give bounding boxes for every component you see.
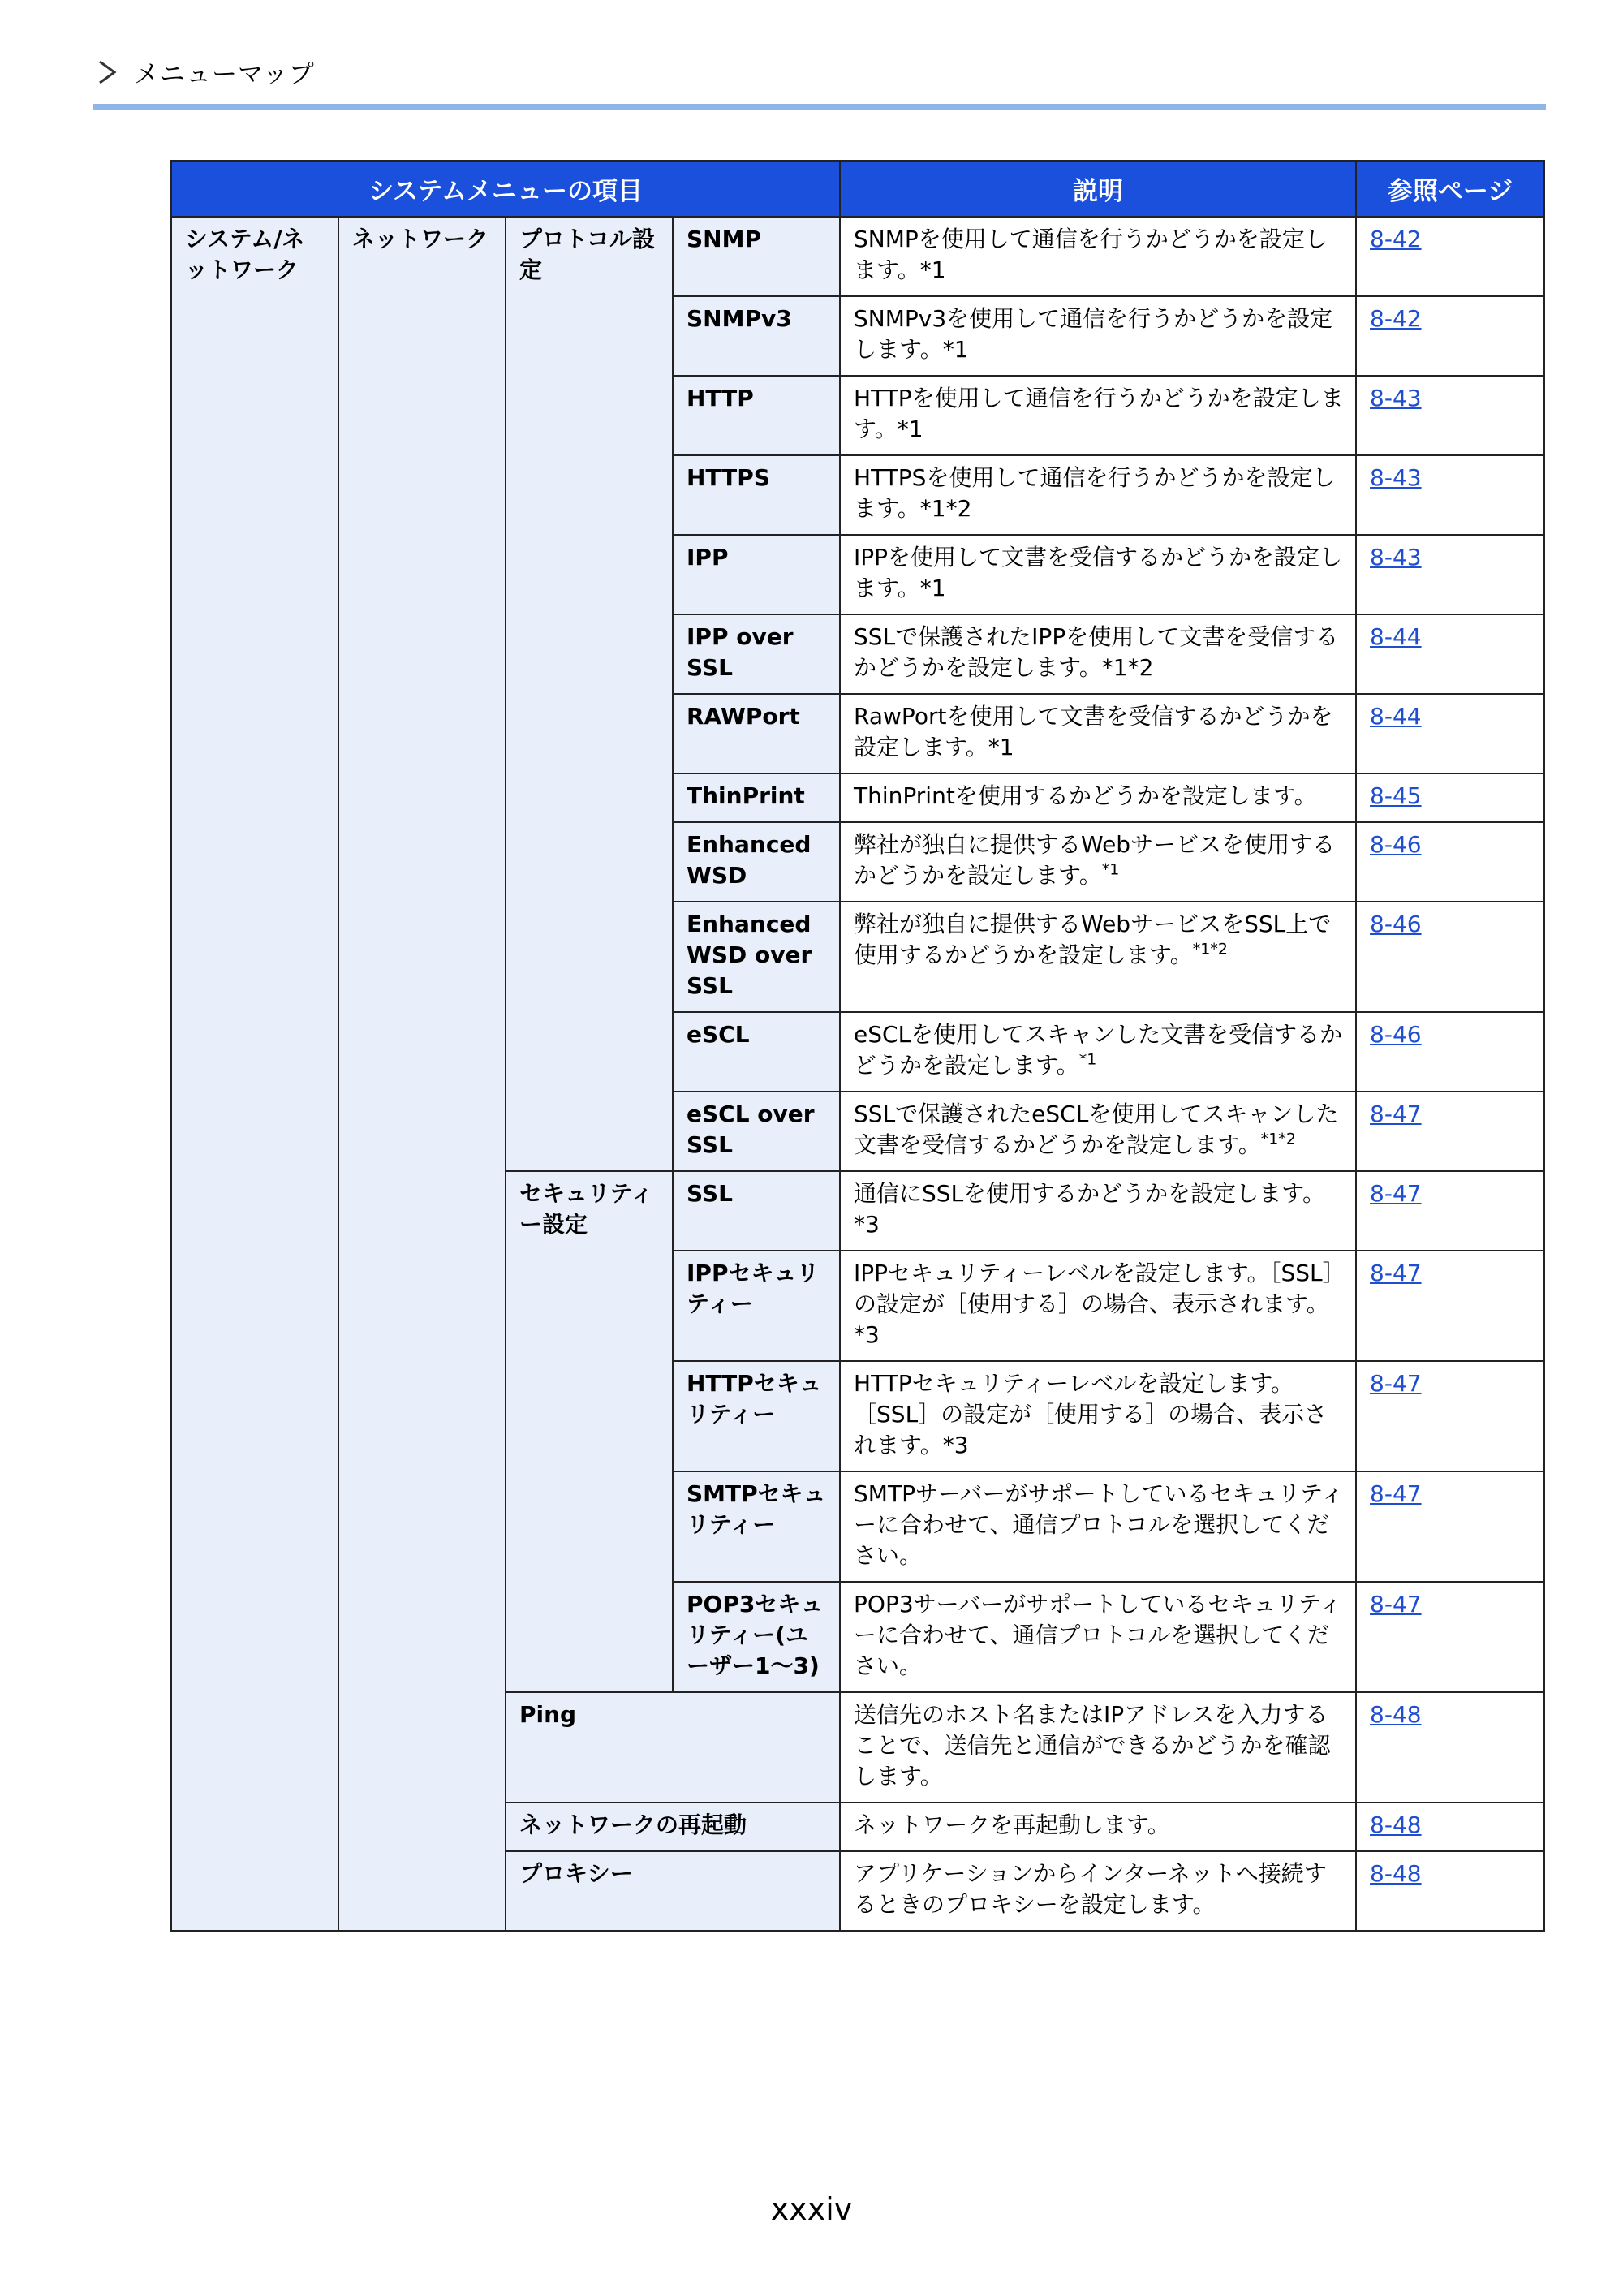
description-cell: [840, 773, 1356, 822]
footnote-marker: *1: [1101, 860, 1120, 879]
item-label: SSL: [673, 1171, 840, 1251]
reference-cell: [1356, 535, 1544, 614]
description-text: eSCLを使用してスキャンした文書を受信するかどうかを設定します。: [854, 1021, 1343, 1079]
reference-cell: [1356, 1582, 1544, 1692]
page-reference-link[interactable]: 8-47: [1370, 1260, 1422, 1286]
page-header: [93, 54, 315, 90]
page-reference-link[interactable]: 8-48: [1370, 1811, 1422, 1838]
reference-cell: [1356, 455, 1544, 535]
table-header-row: [171, 161, 1544, 217]
page-reference-link[interactable]: 8-46: [1370, 831, 1422, 858]
reference-cell: [1356, 1092, 1544, 1171]
page-title: メニューマップ: [134, 60, 315, 89]
page-reference-link[interactable]: 8-45: [1370, 782, 1422, 809]
description-cell: [840, 1251, 1356, 1361]
description-text: SSLで保護されたIPPを使用して文書を受信するかどうかを設定します。*1*2: [854, 623, 1339, 681]
item-label: eSCL over SSL: [673, 1092, 840, 1171]
description-cell: [840, 535, 1356, 614]
reference-cell: [1356, 773, 1544, 822]
reference-cell: [1356, 1012, 1544, 1092]
reference-cell: [1356, 376, 1544, 455]
description-cell: [840, 1092, 1356, 1171]
description-text: SMTPサーバーがサポートしているセキュリティーに合わせて、通信プロトコルを選択してください。: [854, 1480, 1344, 1569]
description-cell: [840, 1361, 1356, 1471]
description-cell: [840, 1171, 1356, 1251]
reference-cell: [1356, 1251, 1544, 1361]
reference-cell: [1356, 217, 1544, 296]
description-text: ThinPrintを使用するかどうかを設定します。: [854, 782, 1317, 809]
description-cell: [840, 296, 1356, 376]
page-reference-link[interactable]: 8-47: [1370, 1180, 1422, 1207]
category-network: ネットワーク: [338, 217, 506, 1931]
reference-cell: [1356, 1851, 1544, 1931]
description-cell: [840, 1851, 1356, 1931]
description-text: RawPortを使用して文書を受信するかどうかを設定します。*1: [854, 703, 1333, 760]
item-label: HTTPS: [673, 455, 840, 535]
menu-map-table: [170, 160, 1545, 1932]
page-number: xxxiv: [770, 2191, 853, 2227]
reference-cell: [1356, 296, 1544, 376]
page-reference-link[interactable]: 8-42: [1370, 305, 1422, 332]
item-label: Enhanced WSD: [673, 822, 840, 902]
item-label: SNMP: [673, 217, 840, 296]
footnote-marker: *1*2: [1192, 940, 1228, 958]
description-text: SNMPv3を使用して通信を行うかどうかを設定します。*1: [854, 305, 1333, 363]
description-cell: [840, 902, 1356, 1012]
item-label: RAWPort: [673, 694, 840, 773]
header-rule: [93, 104, 1546, 110]
description-cell: [840, 376, 1356, 455]
reference-cell: [1356, 1803, 1544, 1851]
description-text: SNMPを使用して通信を行うかどうかを設定します。*1: [854, 226, 1328, 283]
page-reference-link[interactable]: 8-47: [1370, 1591, 1422, 1618]
page-reference-link[interactable]: 8-48: [1370, 1860, 1422, 1887]
description-text: アプリケーションからインターネットへ接続するときのプロキシーを設定します。: [854, 1860, 1327, 1918]
group-security-settings: セキュリティー設定: [506, 1171, 673, 1692]
item-label: Enhanced WSD over SSL: [673, 902, 840, 1012]
item-label: HTTPセキュリティー: [673, 1361, 840, 1471]
column-header-ref: 参照ページ: [1356, 161, 1544, 217]
description-cell: [840, 1692, 1356, 1803]
item-label: プロキシー: [506, 1851, 840, 1931]
reference-cell: [1356, 1692, 1544, 1803]
chevron-right-icon: [93, 58, 121, 86]
reference-cell: [1356, 1171, 1544, 1251]
reference-cell: [1356, 1471, 1544, 1582]
description-text: POP3サーバーがサポートしているセキュリティーに合わせて、通信プロトコルを選択してください。: [854, 1591, 1342, 1679]
description-text: IPPを使用して文書を受信するかどうかを設定します。*1: [854, 544, 1343, 601]
description-text: ネットワークを再起動します。: [854, 1811, 1170, 1838]
description-text: HTTPセキュリティーレベルを設定します。［SSL］の設定が［使用する］の場合、表示されます。*3: [854, 1370, 1328, 1458]
page-reference-link[interactable]: 8-43: [1370, 464, 1422, 491]
page-reference-link[interactable]: 8-47: [1370, 1370, 1422, 1397]
item-label: SMTPセキュリティー: [673, 1471, 840, 1582]
page-reference-link[interactable]: 8-47: [1370, 1480, 1422, 1507]
reference-cell: [1356, 614, 1544, 694]
category-system-network: システム/ネットワーク: [171, 217, 338, 1931]
description-cell: [840, 217, 1356, 296]
item-label: SNMPv3: [673, 296, 840, 376]
footnote-marker: *1*2: [1260, 1130, 1296, 1148]
item-label: ネットワークの再起動: [506, 1803, 840, 1851]
footnote-marker: *1: [1078, 1050, 1097, 1069]
item-label: POP3セキュリティー(ユーザー1〜3): [673, 1582, 840, 1692]
description-cell: [840, 1582, 1356, 1692]
page-reference-link[interactable]: 8-48: [1370, 1701, 1422, 1728]
page-reference-link[interactable]: 8-47: [1370, 1101, 1422, 1127]
reference-cell: [1356, 902, 1544, 1012]
reference-cell: [1356, 822, 1544, 902]
item-label: IPP over SSL: [673, 614, 840, 694]
reference-cell: [1356, 1361, 1544, 1471]
group-protocol-settings: プロトコル設定: [506, 217, 673, 1171]
description-text: 送信先のホスト名またはIPアドレスを入力することで、送信先と通信ができるかどうかを確認します。: [854, 1701, 1331, 1790]
description-cell: [840, 614, 1356, 694]
description-text: IPPセキュリティーレベルを設定します。［SSL］の設定が［使用する］の場合、表示されます。*3: [854, 1260, 1334, 1348]
description-cell: [840, 455, 1356, 535]
description-text: 弊社が独自に提供するWebサービスをSSL上で使用するかどうかを設定します。: [854, 911, 1332, 968]
description-cell: [840, 1012, 1356, 1092]
description-cell: [840, 822, 1356, 902]
page-reference-link[interactable]: 8-44: [1370, 703, 1422, 730]
item-label: HTTP: [673, 376, 840, 455]
page-reference-link[interactable]: 8-42: [1370, 226, 1422, 252]
page-reference-link[interactable]: 8-43: [1370, 385, 1422, 411]
table-row: [171, 217, 1544, 296]
description-text: 通信にSSLを使用するかどうかを設定します。*3: [854, 1180, 1325, 1238]
column-header-desc: 説明: [840, 161, 1356, 217]
description-text: 弊社が独自に提供するWebサービスを使用するかどうかを設定します。: [854, 831, 1336, 889]
page-reference-link[interactable]: 8-44: [1370, 623, 1422, 650]
page-reference-link[interactable]: 8-46: [1370, 911, 1422, 937]
page-reference-link[interactable]: 8-46: [1370, 1021, 1422, 1048]
item-label: ThinPrint: [673, 773, 840, 822]
description-cell: [840, 1803, 1356, 1851]
page-reference-link[interactable]: 8-43: [1370, 544, 1422, 571]
item-label: Ping: [506, 1692, 840, 1803]
description-text: HTTPを使用して通信を行うかどうかを設定します。*1: [854, 385, 1344, 442]
description-text: HTTPSを使用して通信を行うかどうかを設定します。*1*2: [854, 464, 1336, 522]
description-cell: [840, 694, 1356, 773]
reference-cell: [1356, 694, 1544, 773]
item-label: IPP: [673, 535, 840, 614]
item-label: eSCL: [673, 1012, 840, 1092]
description-text: SSLで保護されたeSCLを使用してスキャンした文書を受信するかどうかを設定します。: [854, 1101, 1339, 1158]
column-header-item: システムメニューの項目: [171, 161, 840, 217]
description-cell: [840, 1471, 1356, 1582]
item-label: IPPセキュリティー: [673, 1251, 840, 1361]
